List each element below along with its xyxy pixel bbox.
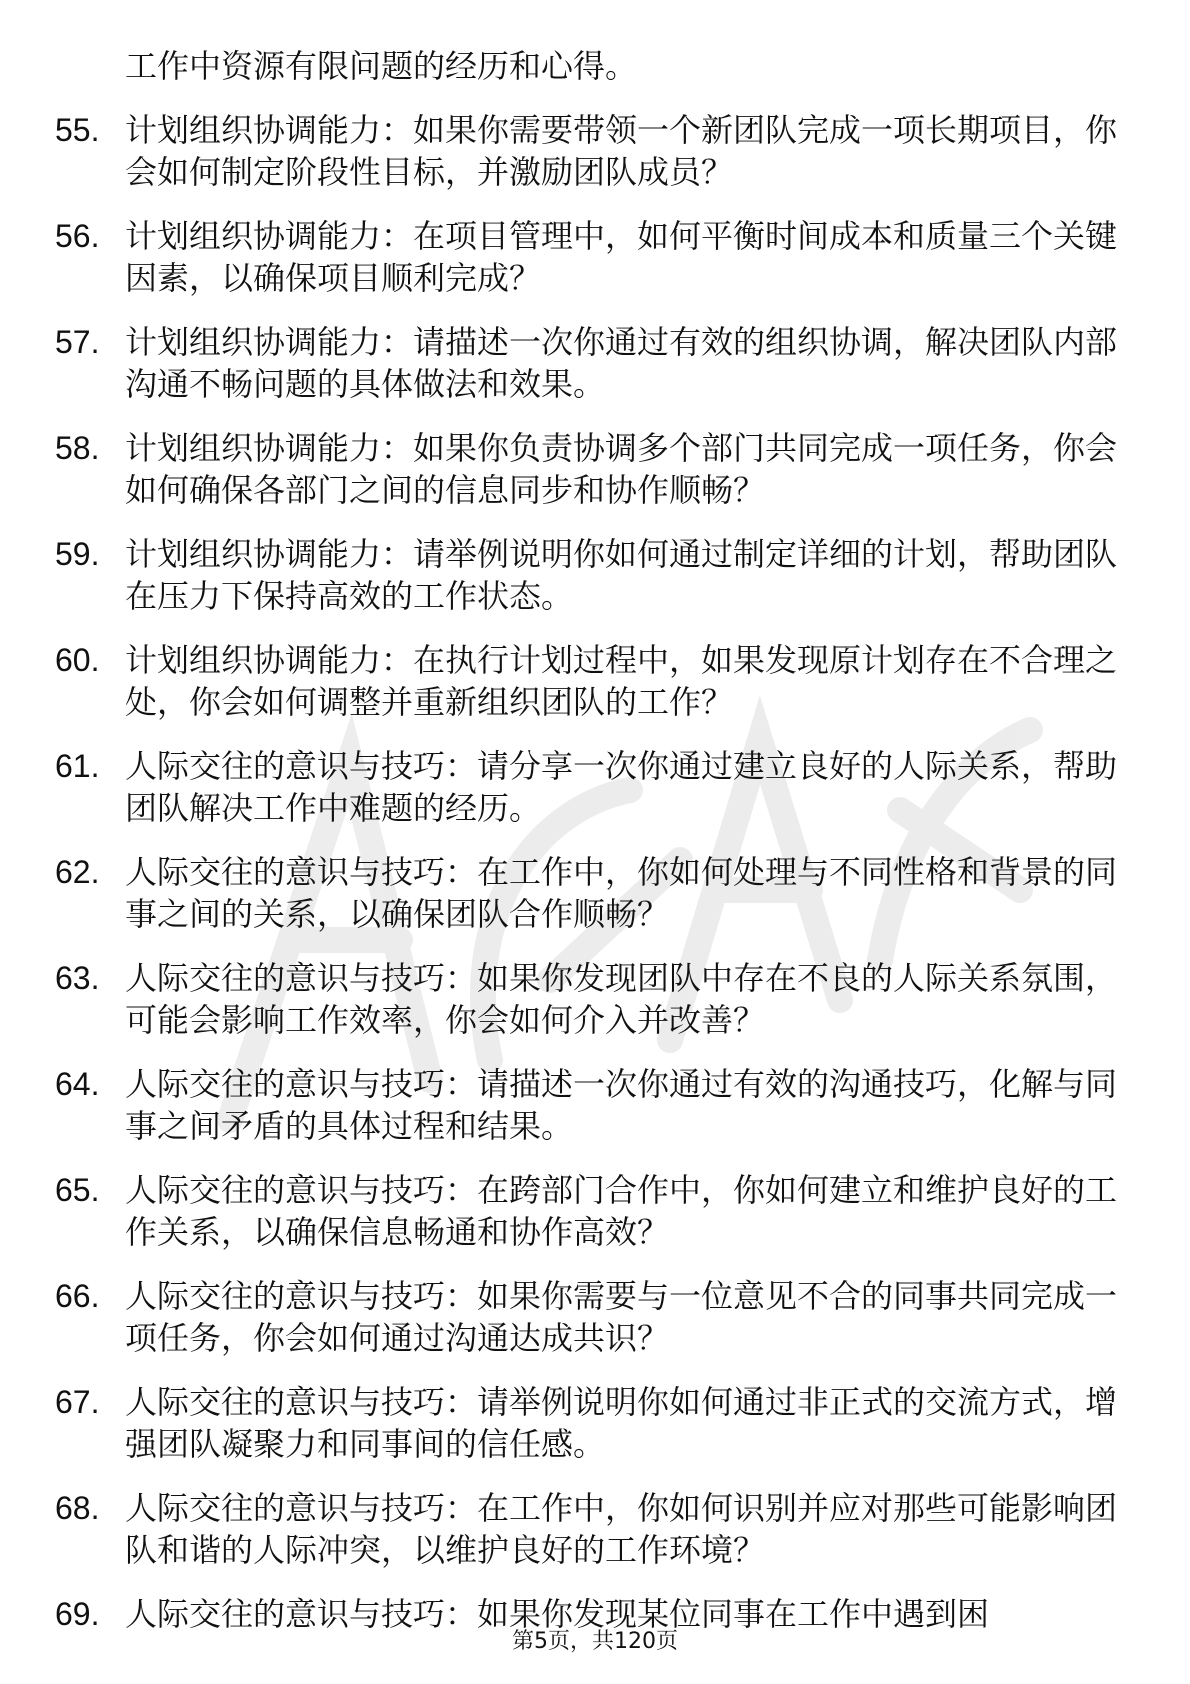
question-item xyxy=(55,851,1135,935)
question-number: 68. xyxy=(55,1490,100,1526)
question-number: 61. xyxy=(55,748,100,784)
question-number: 57. xyxy=(55,324,100,360)
question-text: 人际交往的意识与技巧：如果你需要与一位意见不合的同事共同完成一项任务，你会如何通过沟通达成共识？ xyxy=(125,1277,1118,1357)
question-text: 计划组织协调能力：请描述一次你通过有效的组织协调，解决团队内部沟通不畅问题的具体做法和效果。 xyxy=(125,323,1118,403)
question-text: 计划组织协调能力：在项目管理中，如何平衡时间成本和质量三个关键因素，以确保项目顺利完成？ xyxy=(125,217,1118,297)
question-number: 59. xyxy=(55,536,100,572)
question-item xyxy=(55,321,1135,405)
document-body xyxy=(55,45,1135,1657)
question-text: 计划组织协调能力：如果你负责协调多个部门共同完成一项任务，你会如何确保各部门之间的信息同步和协作顺畅？ xyxy=(125,429,1118,509)
question-number: 62. xyxy=(55,854,100,890)
question-number: 69. xyxy=(55,1596,100,1632)
question-item xyxy=(55,533,1135,617)
question-number: 56. xyxy=(55,218,100,254)
question-item xyxy=(55,957,1135,1041)
question-item xyxy=(55,1275,1135,1359)
question-number: 63. xyxy=(55,960,100,996)
question-item xyxy=(55,427,1135,511)
question-item xyxy=(55,1381,1135,1465)
question-item xyxy=(55,215,1135,299)
question-text: 人际交往的意识与技巧：请描述一次你通过有效的沟通技巧，化解与同事之间矛盾的具体过程和结果。 xyxy=(125,1065,1118,1145)
question-number: 65. xyxy=(55,1172,100,1208)
question-number: 58. xyxy=(55,430,100,466)
question-text: 计划组织协调能力：请举例说明你如何通过制定详细的计划，帮助团队在压力下保持高效的工作状态。 xyxy=(125,535,1118,615)
question-number: 55. xyxy=(55,112,100,148)
question-text: 计划组织协调能力：在执行计划过程中，如果发现原计划存在不合理之处，你会如何调整并重新组织团队的工作？ xyxy=(125,641,1118,721)
question-text: 计划组织协调能力：如果你需要带领一个新团队完成一项长期项目，你会如何制定阶段性目标，并激励团队成员？ xyxy=(125,111,1118,191)
continued-question-text: 工作中资源有限问题的经历和心得。 xyxy=(125,47,638,85)
question-item xyxy=(55,1487,1135,1571)
question-text: 人际交往的意识与技巧：如果你发现团队中存在不良的人际关系氛围，可能会影响工作效率，你会如何介入并改善？ xyxy=(125,959,1118,1039)
question-item xyxy=(55,109,1135,193)
question-text: 人际交往的意识与技巧：在跨部门合作中，你如何建立和维护良好的工作关系，以确保信息畅通和协作高效？ xyxy=(125,1171,1118,1251)
question-text: 人际交往的意识与技巧：如果你发现某位同事在工作中遇到困 xyxy=(125,1595,990,1633)
question-number: 64. xyxy=(55,1066,100,1102)
question-text: 人际交往的意识与技巧：请分享一次你通过建立良好的人际关系，帮助团队解决工作中难题的经历。 xyxy=(125,747,1118,827)
question-text: 人际交往的意识与技巧：在工作中，你如何识别并应对那些可能影响团队和谐的人际冲突，以维护良好的工作环境？ xyxy=(125,1489,1118,1569)
page-footer: 第5页，共120页 xyxy=(512,1629,678,1654)
question-number: 67. xyxy=(55,1384,100,1420)
question-text: 人际交往的意识与技巧：在工作中，你如何处理与不同性格和背景的同事之间的关系，以确保团队合作顺畅？ xyxy=(125,853,1118,933)
question-list xyxy=(55,109,1135,1635)
question-item xyxy=(55,1063,1135,1147)
question-item xyxy=(55,745,1135,829)
question-item xyxy=(55,1169,1135,1253)
question-item xyxy=(55,639,1135,723)
question-text: 人际交往的意识与技巧：请举例说明你如何通过非正式的交流方式，增强团队凝聚力和同事间的信任感。 xyxy=(125,1383,1118,1463)
question-number: 66. xyxy=(55,1278,100,1314)
question-number: 60. xyxy=(55,642,100,678)
